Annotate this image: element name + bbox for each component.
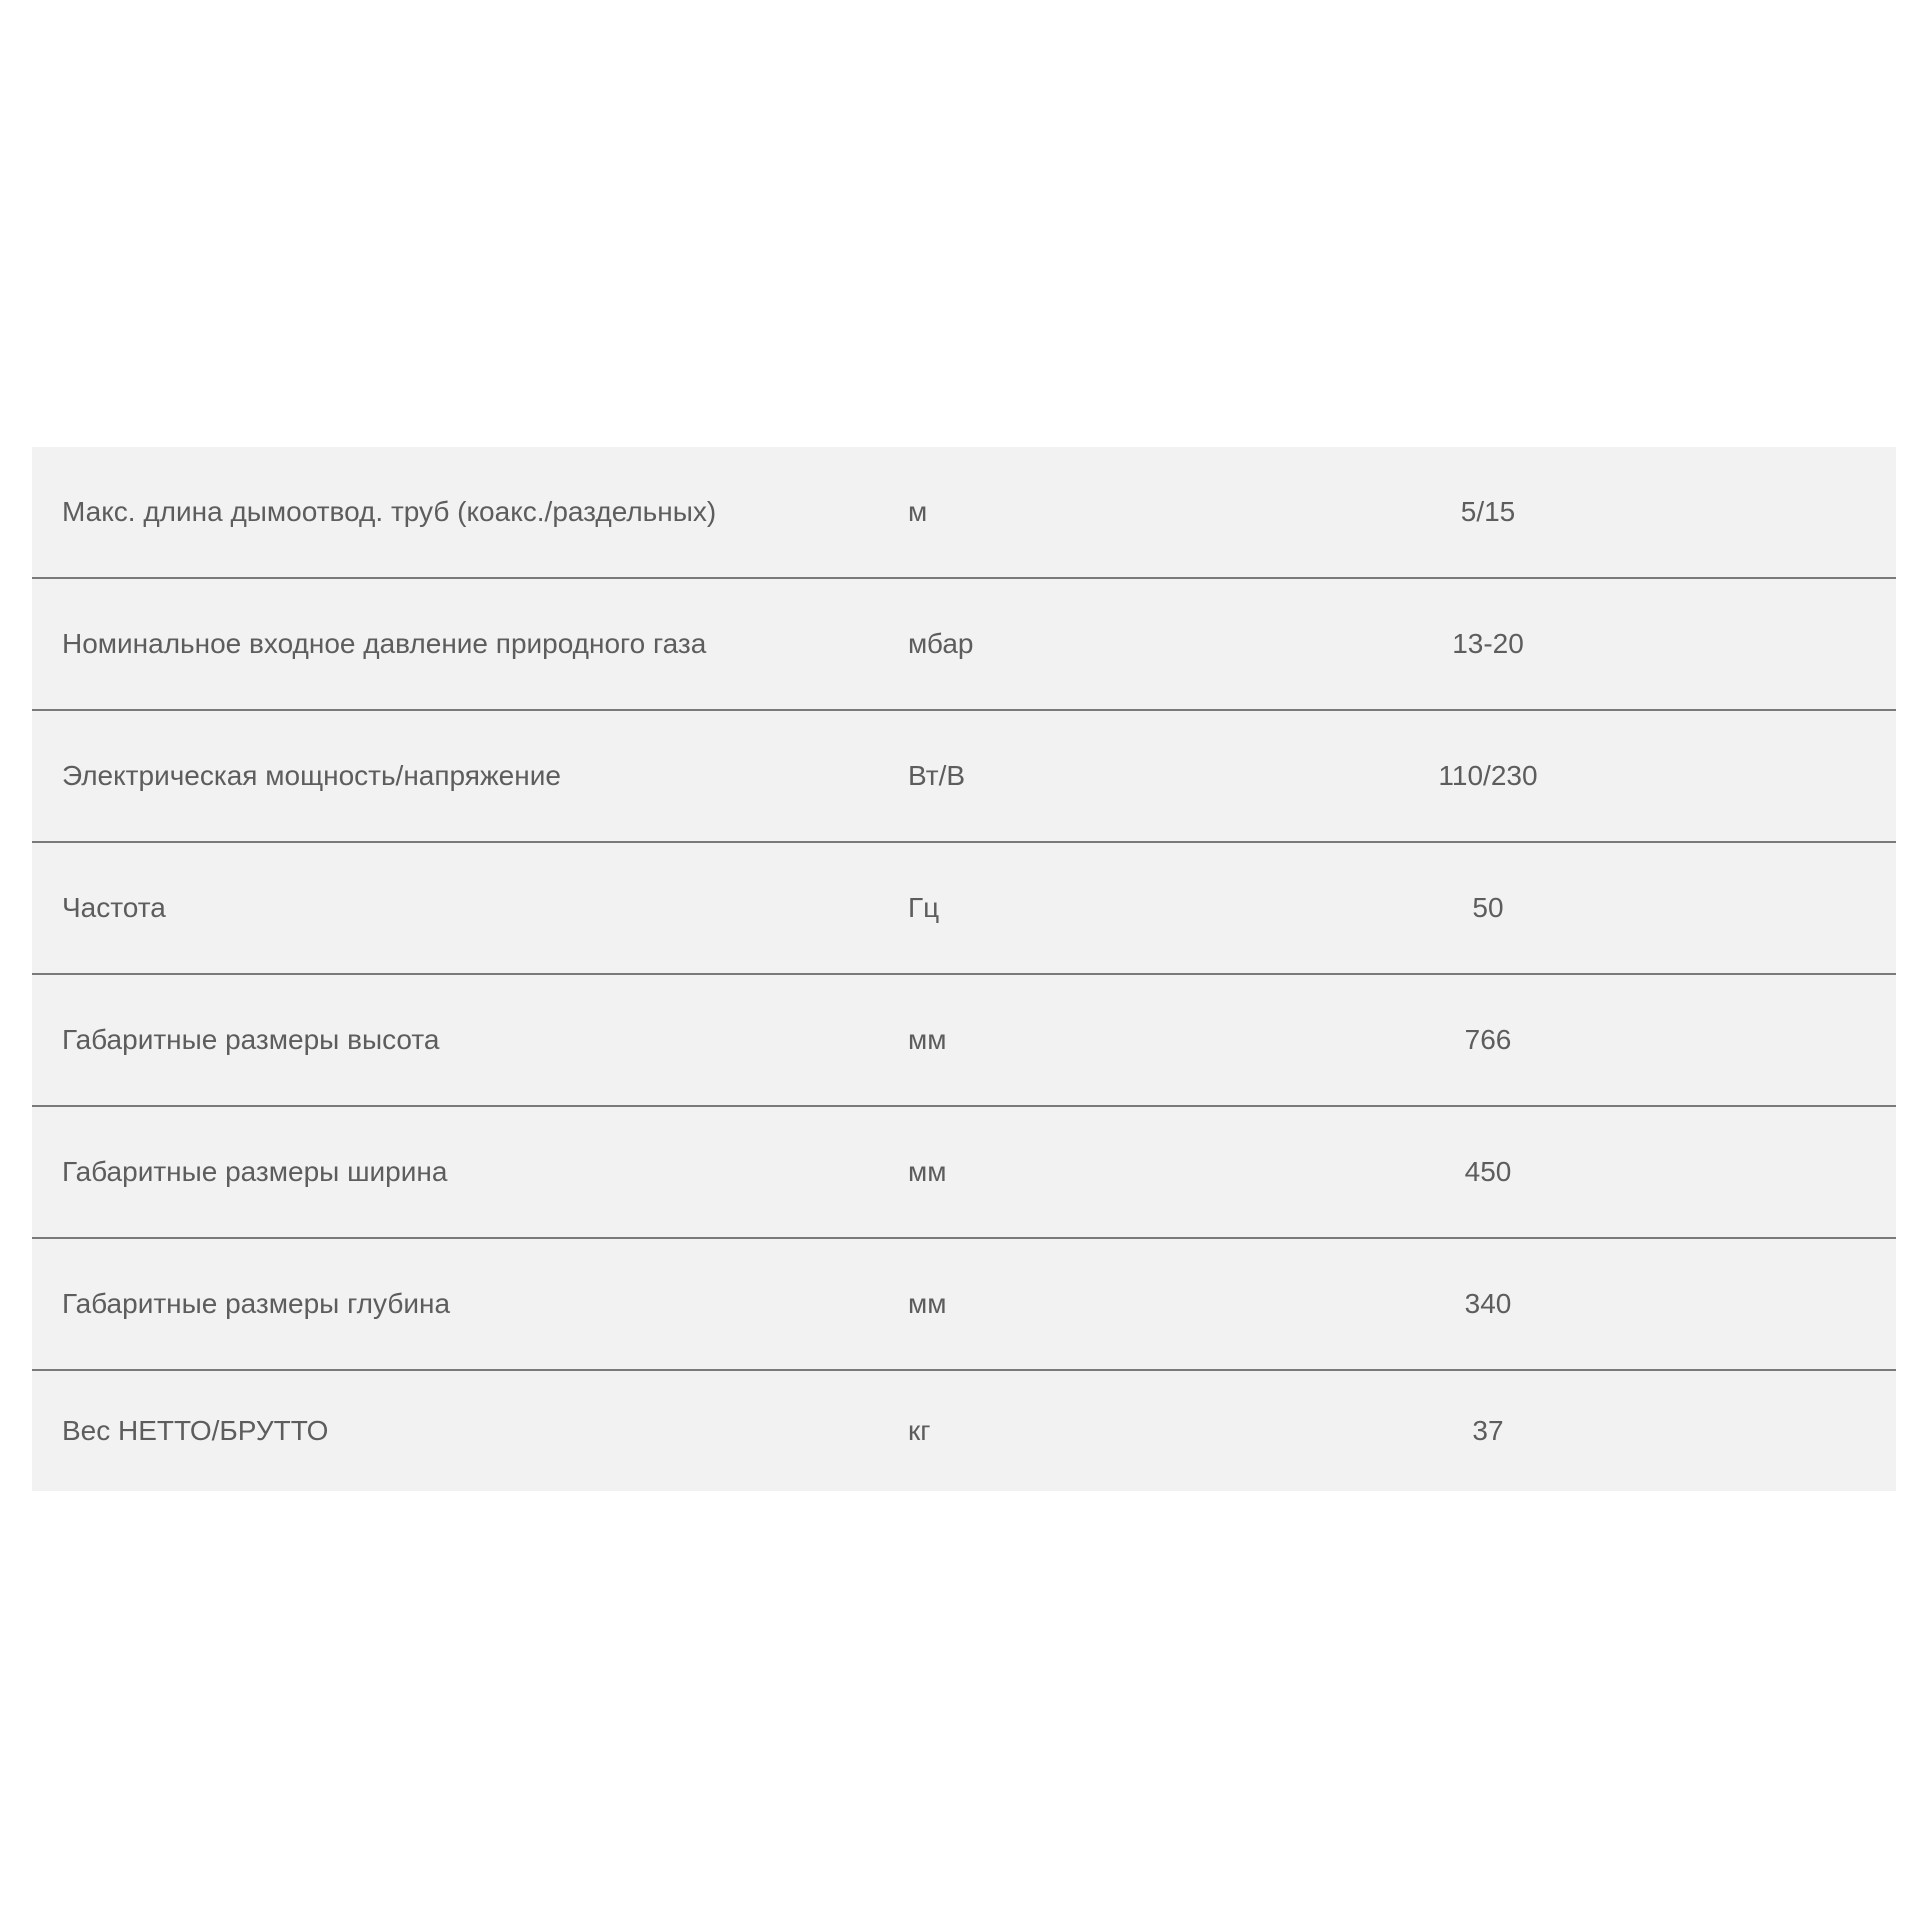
spec-row-frequency [32, 843, 1896, 975]
spec-row-gas-pressure [32, 579, 1896, 711]
spec-value: 450 [1464, 1156, 1512, 1187]
spec-unit: мм [908, 1156, 947, 1187]
spec-value: 13-20 [1452, 628, 1524, 659]
spec-unit: Гц [908, 892, 940, 923]
spec-row-electric-power [32, 711, 1896, 843]
spec-value: 50 [1472, 892, 1504, 923]
spec-parameter: Частота [62, 892, 166, 923]
spec-unit: м [908, 496, 928, 527]
spec-parameter: Вес НЕТТО/БРУТТО [62, 1415, 329, 1446]
spec-unit: мбар [908, 628, 974, 659]
spec-parameter: Электрическая мощность/напряжение [62, 760, 561, 791]
spec-row-width [32, 1107, 1896, 1239]
spec-row-weight [32, 1371, 1896, 1491]
spec-parameter: Габаритные размеры высота [62, 1024, 440, 1055]
spec-value: 37 [1472, 1415, 1504, 1446]
spec-unit: мм [908, 1024, 947, 1055]
spec-table [32, 447, 1896, 1491]
spec-value: 110/230 [1438, 760, 1538, 791]
spec-value: 5/15 [1460, 496, 1516, 527]
spec-unit: мм [908, 1288, 947, 1319]
spec-parameter: Габаритные размеры глубина [62, 1288, 451, 1319]
spec-parameter: Номинальное входное давление природного газа [62, 628, 707, 659]
spec-row-depth [32, 1239, 1896, 1371]
spec-row-flue-length [32, 447, 1896, 579]
spec-unit: Вт/В [908, 760, 966, 791]
spec-value: 340 [1464, 1288, 1512, 1319]
spec-unit: кг [908, 1415, 931, 1446]
spec-row-height [32, 975, 1896, 1107]
spec-parameter: Макс. длина дымоотвод. труб (коакс./раздельных) [62, 496, 717, 527]
spec-parameter: Габаритные размеры ширина [62, 1156, 448, 1187]
spec-value: 766 [1464, 1024, 1512, 1055]
